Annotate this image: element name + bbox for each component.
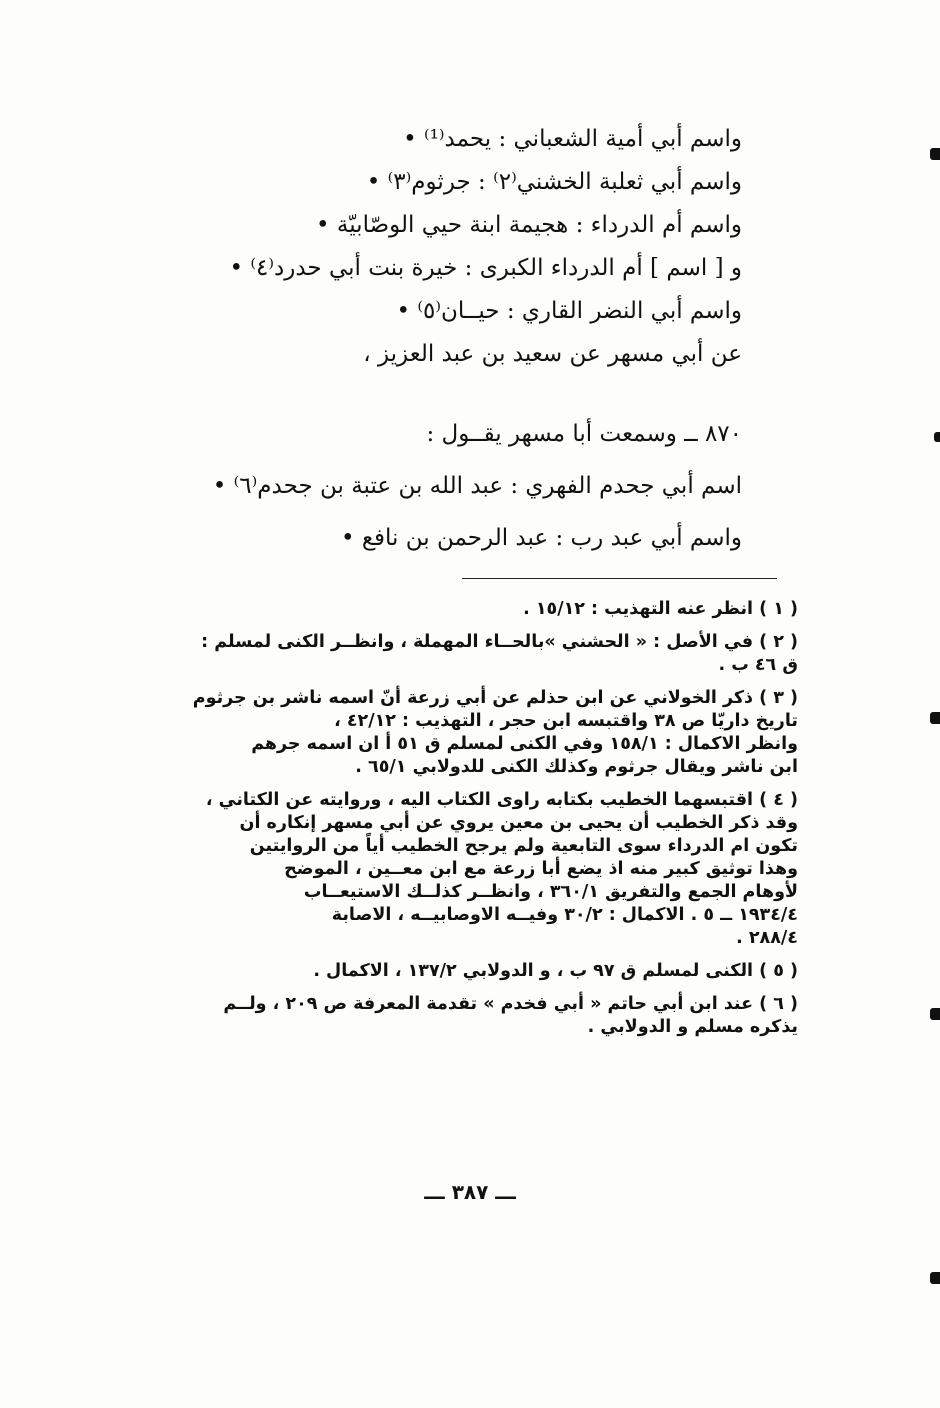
main-line: واسم أبي النضر القاري : حيــان⁽٥⁾ • [396, 298, 742, 324]
footnote-5 [138, 960, 798, 983]
scan-edge-mark [930, 712, 940, 724]
footnote-line: ٢٨٨/٤ . [736, 928, 798, 948]
footnote-line: يذكره مسلم و الدولابي . [587, 1017, 798, 1037]
main-line: واسم أبي عبد رب : عبد الرحمن بن نافع • [340, 525, 742, 551]
footnote-line: ( ٥ ) الكنى لمسلم ق ٩٧ ب ، و الدولابي ١٣٧/٢ ، الاكمال . [313, 961, 798, 981]
footnotes [138, 598, 798, 1049]
footnote-line: لأوهام الجمع والتفريق ٣٦٠/١ ، وانظــر كذلــك الاستيعــاب [303, 882, 798, 902]
footnote-line: ق ٤٦ ب . [718, 655, 798, 675]
scan-edge-mark [934, 432, 940, 442]
scan-edge-mark [930, 148, 940, 160]
footnote-line: تكون ام الدرداء سوى التابعية ولم يرجح الخطيب أياً من الروايتين [249, 836, 798, 856]
footnote-line: وقد ذكر الخطيب أن يحيى بن معين يروي عن أبي مسهر إنكاره أن [239, 813, 798, 833]
footnote-line: ابن ناشر ويقال جرثوم وكذلك الكنى للدولابي ٦٥/١ . [355, 757, 798, 777]
scan-edge-mark [930, 1008, 940, 1020]
footnote-line: ١٩٣٤/٤ ــ ٥ . الاكمال : ٣٠/٢ وفيــه الاوصابيــه ، الاصابة [331, 905, 798, 925]
footnote-line: وهذا توثيق كبير منه اذ يضع أبا زرعة مع ابن معــين ، الموضح [284, 859, 798, 879]
footnote-3 [138, 687, 798, 779]
footnote-line: ( ١ ) انظر عنه التهذيب : ١٥/١٢ . [523, 599, 798, 619]
footnote-6 [138, 993, 798, 1039]
page-number: ـــ ٣٨٧ ـــ [424, 1180, 516, 1204]
main-line: واسم أم الدرداء : هجيمة ابنة حيي الوصّابيّة • [316, 212, 742, 238]
entry-heading: ٨٧٠ ــ وسمعت أبا مسهر يقــول : [426, 421, 742, 447]
footnote-line: وانظر الاكمال : ١٥٨/١ وفي الكنى لمسلم ق ٥١ أ ان اسمه جرهم [251, 734, 798, 754]
main-line: عن أبي مسهر عن سعيد بن عبد العزيز ، [363, 341, 742, 367]
footnote-line: ( ٤ ) اقتبسهما الخطيب بكتابه راوى الكتاب اليه ، وروايته عن الكتاني ، [205, 790, 798, 810]
footnote-1 [138, 598, 798, 621]
footnote-line: ( ٦ ) عند ابن أبي حاتم « أبي فخدم » تقدمة المعرفة ص ٢٠٩ ، ولــم [223, 994, 798, 1014]
footnote-4 [138, 789, 798, 950]
main-line: اسم أبي جحدم الفهري : عبد الله بن عتبة بن جحدم⁽٦⁾ • [212, 473, 742, 499]
footnote-line: ( ٣ ) ذكر الخولاني عن ابن حذلم عن أبي زرعة أنّ اسمه ناشر بن جرثوم [192, 688, 798, 708]
footnote-line: ( ٢ ) في الأصل : « الحشني »بالحــاء المهملة ، وانظــر الكنى لمسلم : [201, 632, 798, 652]
footnote-divider [462, 578, 777, 579]
scan-edge-mark [930, 1272, 940, 1284]
footnote-line: تاريخ داريّا ص ٣٨ واقتبسه ابن حجر ، التهذيب : ٤٢/١٢ ، [334, 711, 798, 731]
main-line: و [ اسم ] أم الدرداء الكبرى : خيرة بنت أبي حدرد⁽٤⁾ • [229, 255, 742, 281]
paragraph-gap [182, 376, 742, 408]
main-line: واسم أبي ثعلبة الخشني⁽٢⁾ : جرثوم⁽٣⁾ • [366, 169, 742, 195]
footnote-2 [138, 631, 798, 677]
main-line: واسم أبي أمية الشعباني : يحمد⁽¹⁾ • [403, 126, 742, 152]
main-text [182, 118, 742, 564]
